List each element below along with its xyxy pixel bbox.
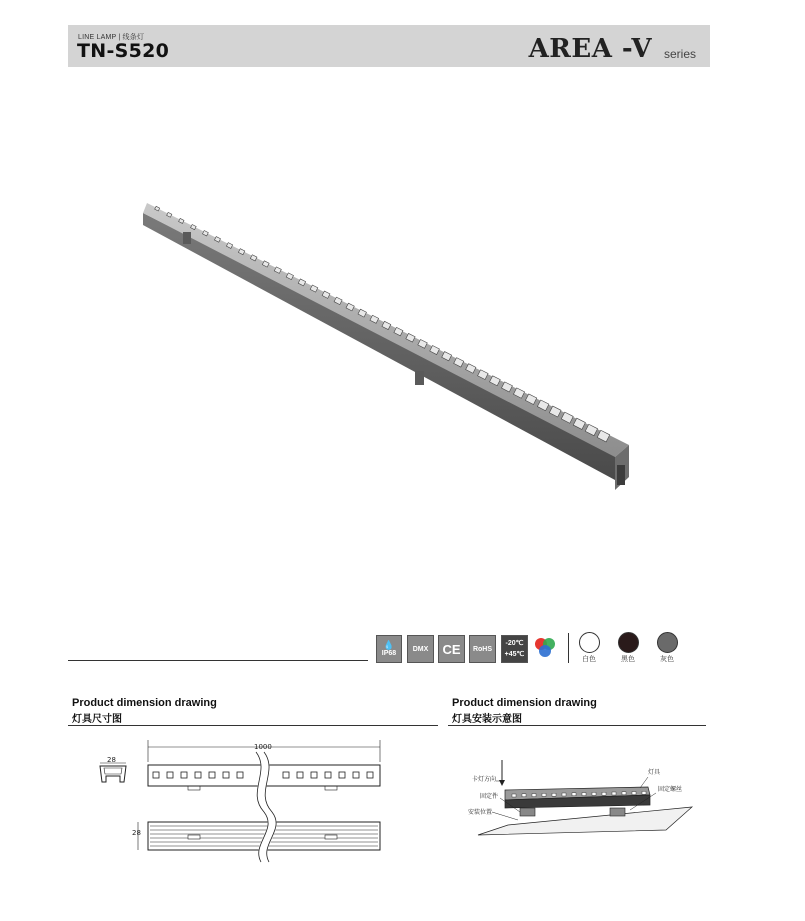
swatch-black-label: 黑色 — [621, 655, 635, 663]
fixture-label: 灯具 — [648, 769, 661, 776]
led — [209, 772, 215, 778]
led — [642, 791, 646, 794]
led — [512, 794, 516, 797]
led — [283, 772, 289, 778]
install-rule — [448, 725, 706, 726]
led — [167, 772, 173, 778]
led — [602, 792, 606, 795]
dimension-rule — [68, 725, 438, 726]
swatch-grey — [657, 632, 678, 653]
fixing-part-label: 固定件 — [480, 793, 499, 800]
length-label: 1000 — [254, 743, 272, 751]
install-title: Product dimension drawing — [452, 697, 597, 709]
led — [522, 794, 526, 797]
swatch-grey-label: 灰色 — [660, 655, 674, 663]
led — [562, 793, 566, 796]
height-label: 28 — [132, 829, 141, 837]
swatch-black — [618, 632, 639, 653]
category-label: LINE LAMP | 线条灯 — [78, 34, 145, 41]
dimension-title: Product dimension drawing — [72, 697, 217, 709]
water-drop-icon: 💧 — [383, 640, 395, 650]
led — [311, 772, 317, 778]
dmx-badge: DMX — [407, 635, 434, 663]
series-label: series — [663, 47, 696, 61]
model-title: TN-S520 — [77, 40, 170, 62]
temperature-badge: -20℃ +45℃ — [501, 635, 528, 663]
dimension-subtitle: 灯具尺寸图 — [72, 714, 122, 725]
swatch-white-label: 白色 — [582, 655, 596, 663]
led — [153, 772, 159, 778]
led — [353, 772, 359, 778]
led — [542, 793, 546, 796]
led — [181, 772, 187, 778]
led — [223, 772, 229, 778]
led — [552, 793, 556, 796]
divider-line — [68, 660, 368, 661]
ce-badge: CE — [438, 635, 465, 663]
led — [195, 772, 201, 778]
rgb-icon — [532, 635, 558, 661]
led — [622, 792, 626, 795]
fixing-screw-label: 固定螺丝 — [658, 786, 683, 793]
header-bar — [68, 25, 710, 67]
rohs-badge: RoHS — [469, 635, 496, 663]
dimension-drawing — [90, 732, 390, 867]
led — [367, 772, 373, 778]
led — [632, 792, 636, 795]
led — [572, 793, 576, 796]
color-separator — [568, 633, 569, 663]
led — [237, 772, 243, 778]
clip-direction-label: 卡灯方向 — [472, 776, 497, 783]
install-subtitle: 灯具安装示意图 — [452, 714, 522, 725]
product-image — [135, 195, 645, 495]
led — [532, 794, 536, 797]
ip68-badge: 💧 IP68 — [376, 635, 402, 663]
led — [582, 793, 586, 796]
swatch-white — [579, 632, 600, 653]
install-drawing — [460, 750, 700, 840]
area-title: AREA -V — [528, 34, 652, 64]
width-label: 28 — [107, 756, 116, 764]
led — [612, 792, 616, 795]
led — [297, 772, 303, 778]
led — [592, 792, 596, 795]
led — [339, 772, 345, 778]
mount-position-label: 安装位置 — [468, 809, 493, 816]
led — [325, 772, 331, 778]
